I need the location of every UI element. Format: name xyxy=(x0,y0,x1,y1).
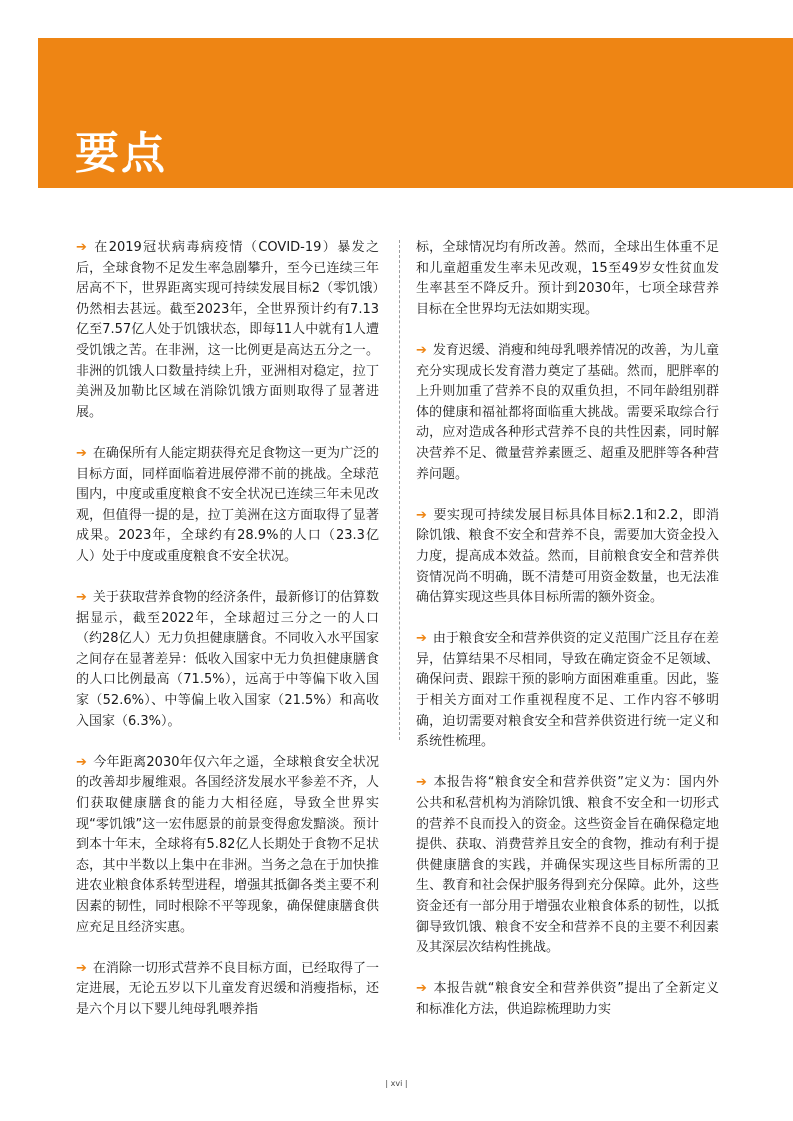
key-point-paragraph xyxy=(76,753,379,938)
header-banner xyxy=(38,38,793,188)
arrow-right-icon: ➔ xyxy=(76,445,87,461)
arrow-right-icon: ➔ xyxy=(76,960,87,976)
paragraph-text: 标，全球情况均有所改善。然而，全球出生体重不足和儿童超重发生率未见改观，15至49岁女性贫血发生率甚至不降反升。预计到2030年，七项全球营养目标在全世界均无法如期实现。 xyxy=(416,240,719,317)
paragraph-text: 今年距离2030年仅六年之遥，全球粮食安全状况的改善却步履维艰。各国经济发展水平参差不齐，人们获取健康膳食的能力大相径庭，导致全世界实现“零饥饿”这一宏伟愿景的前景变得愈发黯淡。预计到本十年末，全球将有5.82亿人长期处于食物不足状态，其中半数以上集中在非洲。当务之急在于加快推进农业粮食体系转型进程，增强其抵御各类主要不利因素的韧性，同时根除不平等现象，确保健康膳食供应充足且经济实惠。 xyxy=(76,754,379,935)
key-point-paragraph xyxy=(416,506,719,609)
key-point-paragraph xyxy=(76,444,379,568)
key-point-paragraph xyxy=(416,773,719,958)
key-point-paragraph xyxy=(76,238,379,423)
paragraph-text: 本报告就“粮食安全和营养供资”提出了全新定义和标准化方法，供追踪梳理助力实 xyxy=(416,981,719,1017)
arrow-right-icon: ➔ xyxy=(416,631,427,647)
arrow-right-icon: ➔ xyxy=(416,507,427,523)
paragraph-text: 本报告将“粮食安全和营养供资”定义为：国内外公共和私营机构为消除饥饿、粮食不安全和一切形式的营养不良而投入的资金。这些资金旨在确保稳定地提供、获取、消费营养且安全的食物，推动有利于提供健康膳食的实践，并确保实现这些目标所需的卫生、教育和社会保护服务得到充分保障。此外，这些资金还有一部分用于增强农业粮食体系的韧性，以抵御导致饥饿、粮食不安全和营养不良的主要不利因素及其深层次结构性挑战。 xyxy=(416,775,719,956)
arrow-right-icon: ➔ xyxy=(416,981,427,997)
left-column xyxy=(76,238,379,1041)
arrow-right-icon: ➔ xyxy=(416,775,427,791)
column-divider xyxy=(399,240,400,740)
arrow-right-icon: ➔ xyxy=(76,754,87,770)
key-point-paragraph xyxy=(76,959,379,1021)
continued-paragraph xyxy=(416,238,719,320)
page-title: 要点 xyxy=(75,128,167,179)
key-point-paragraph xyxy=(416,629,719,753)
arrow-right-icon: ➔ xyxy=(416,342,427,358)
paragraph-text: 在消除一切形式营养不良目标方面，已经取得了一定进展，无论五岁以下儿童发育迟缓和消瘦指标，还是六个月以下婴儿纯母乳喂养指 xyxy=(76,960,379,1017)
arrow-right-icon: ➔ xyxy=(76,240,87,255)
arrow-right-icon: ➔ xyxy=(76,590,87,606)
paragraph-text: 关于获取营养食物的经济条件，最新修订的估算数据显示，截至2022年，全球超过三分之一的人口（约28亿人）无力负担健康膳食。不同收入水平国家之间存在显著差异：低收入国家中无力负担健康膳食的人口比例最高（71.5%），远高于中等偏下收入国家（52.6%）、中等偏上收入国家（21.5%）和高收入国家（6.3%）。 xyxy=(76,590,379,729)
paragraph-text: 由于粮食安全和营养供资的定义范围广泛且存在差异，估算结果不尽相同，导致在确定资金不足领域、确保问责、跟踪干预的影响方面困难重重。因此，鉴于相关方面对工作重视程度不足、工作内容不够明确，迫切需要对粮食安全和营养供资进行统一定义和系统性梳理。 xyxy=(416,631,719,750)
key-point-paragraph xyxy=(416,341,719,485)
key-point-paragraph xyxy=(416,979,719,1020)
paragraph-text: 发育迟缓、消瘦和纯母乳喂养情况的改善，为儿童充分实现成长发育潜力奠定了基础。然而，肥胖率的上升则加重了营养不良的双重负担，不同年龄组别群体的健康和福祉都将面临重大挑战。需要采取综合行动，应对造成各种形式营养不良的共性因素，同时解决营养不足、微量营养素匮乏、超重及肥胖等各种营养问题。 xyxy=(416,342,719,482)
paragraph-text: 在确保所有人能定期获得充足食物这一更为广泛的目标方面，同样面临着进展停滞不前的挑战。全球范围内，中度或重度粮食不安全状况已连续三年未见改观，但值得一提的是，拉丁美洲在这方面取得了显著成果。2023年，全球约有28.9%的人口（23.3亿人）处于中度或重度粮食不安全状况。 xyxy=(76,445,379,564)
page-number: | xvi | xyxy=(385,1079,408,1088)
right-column xyxy=(416,238,719,1041)
key-point-paragraph xyxy=(76,588,379,732)
paragraph-text: 在2019冠状病毒病疫情（COVID-19）暴发之后，全球食物不足发生率急剧攀升，至今已连续三年居高不下，世界距离实现可持续发展目标2（零饥饿）仍然相去甚远。截至2023年，全世界预计约有7.13亿至7.57亿人处于饥饿状态，即每11人中就有1人遭受饥饿之苦。在非洲，这一比例更是高达五分之一。非洲的饥饿人口数量持续上升，亚洲相对稳定，拉丁美洲及加勒比区域在消除饥饿方面则取得了显著进展。 xyxy=(76,240,379,420)
paragraph-text: 要实现可持续发展目标具体目标2.1和2.2，即消除饥饿、粮食不安全和营养不良，需要加大资金投入力度，提高成本效益。然而，目前粮食安全和营养供资情况尚不明确，既不清楚可用资金数量，也无法准确估算实现这些具体目标所需的额外资金。 xyxy=(416,507,719,606)
